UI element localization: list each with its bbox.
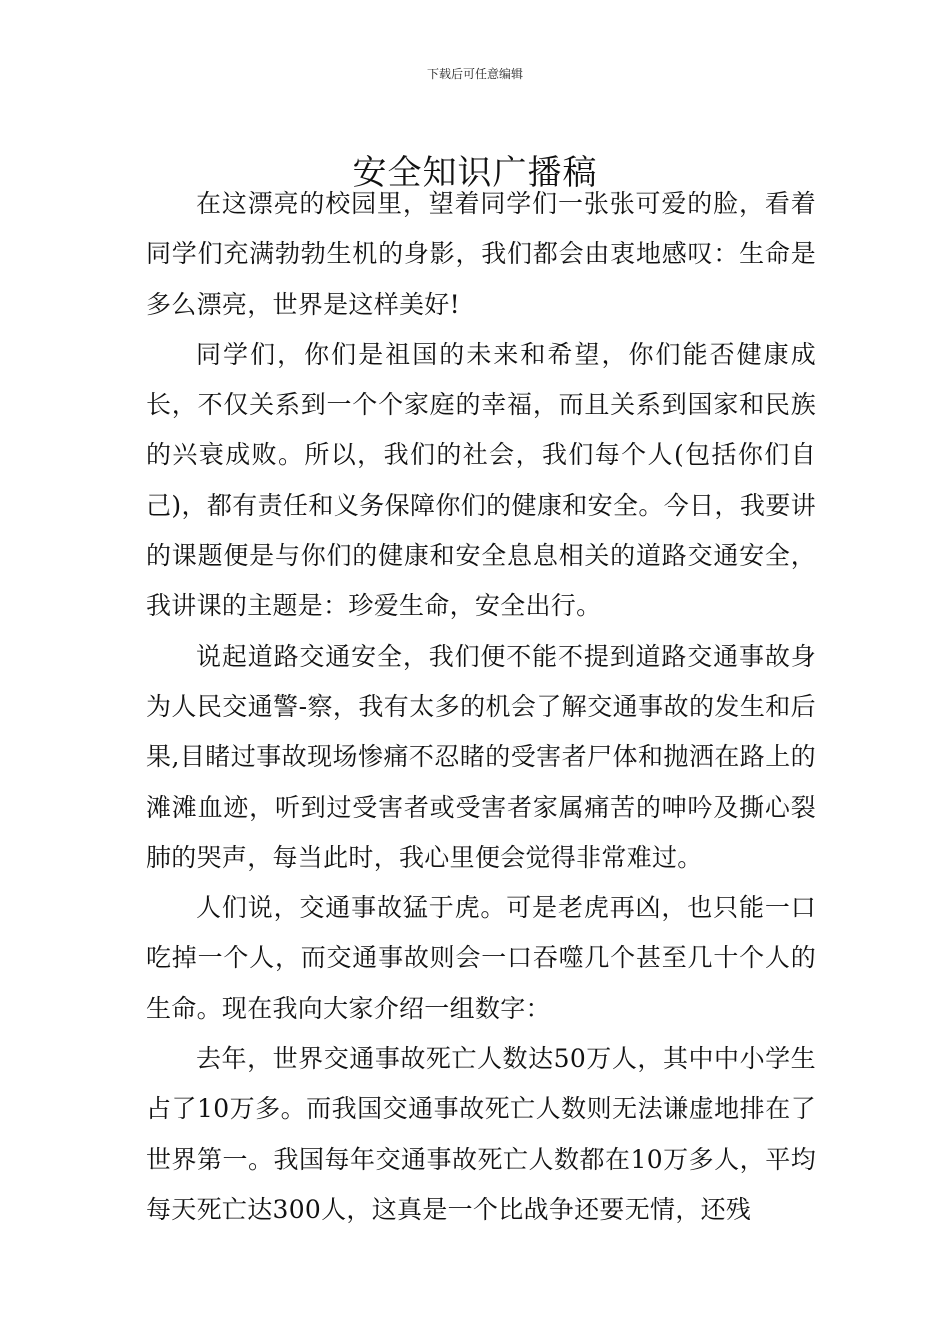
paragraph-1: 在这漂亮的校园里，望着同学们一张张可爱的脸，看着同学们充满勃勃生机的身影，我们都会由衷地感叹：生命是多么漂亮，世界是这样美好! bbox=[146, 189, 816, 319]
paragraph-5: 去年，世界交通事故死亡人数达50万人，其中中小学生占了10万多。而我国交通事故死亡人数则无法谦虚地排在了世界第一。我国每年交通事故死亡人数都在10万多人，平均每天死亡达300人，这真是一个比战争还要无情，还残 bbox=[146, 1044, 816, 1224]
header-note: 下载后可任意编辑 bbox=[426, 67, 523, 81]
paragraph-3: 说起道路交通安全，我们便不能不提到道路交通事故身为人民交通警-察，我有太多的机会了解交通事故的发生和后果,目睹过事故现场惨痛不忍睹的受害者尸体和抛洒在路上的滩滩血迹，听到过受害者或受害者家属痛苦的呻吟及撕心裂肺的哭声，每当此时，我心里便会觉得非常难过。 bbox=[146, 641, 816, 872]
paragraph-2: 同学们，你们是祖国的未来和希望，你们能否健康成长，不仅关系到一个个家庭的幸福，而且关系到国家和民族的兴衰成败。所以，我们的社会，我们每个人(包括你们自己)，都有责任和义务保障你们的健康和安全。今日，我要讲的课题便是与你们的健康和安全息息相关的道路交通安全，我讲课的主题是：珍爱生命，安全出行。 bbox=[146, 339, 816, 621]
document-body bbox=[146, 179, 816, 1235]
document-title: 安全知识广播稿 bbox=[352, 152, 598, 193]
paragraph-4: 人们说，交通事故猛于虎。可是老虎再凶，也只能一口吃掉一个人，而交通事故则会一口吞噬几个甚至几十个人的生命。现在我向大家介绍一组数字： bbox=[146, 893, 816, 1023]
